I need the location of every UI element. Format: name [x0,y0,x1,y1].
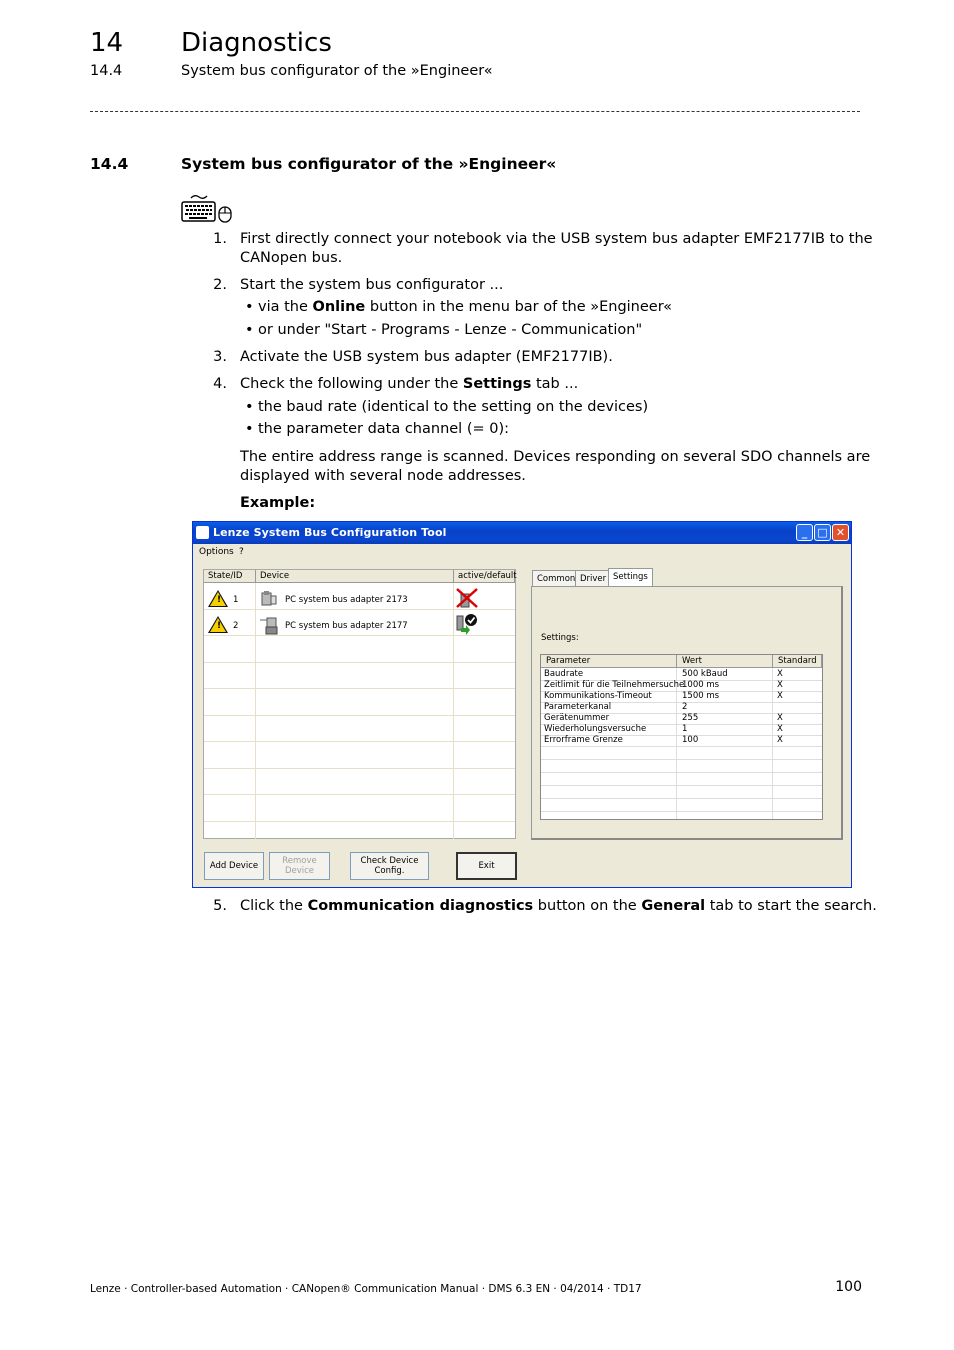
param-value: 1 [682,724,688,734]
param-name: Zeitlimit für die Teilnehmersuche [544,680,685,690]
close-button[interactable]: ✕ [832,524,849,541]
param-standard: X [777,713,783,723]
step-3-text: Activate the USB system bus adapter (EMF2177IB). [240,349,613,365]
subsection-number: 14.4 [90,63,123,79]
column-header-active[interactable]: active/default [454,570,515,583]
paragraph-line-1: The entire address range is scanned. Devices responding on several SDO channels are [240,449,871,465]
column-header-state[interactable]: State/ID [204,570,256,583]
column-header-parameter[interactable]: Parameter [541,655,677,668]
step-2-text: Start the system bus configurator ... [240,277,504,293]
maximize-button[interactable]: □ [814,524,831,541]
window-title: Lenze System Bus Configuration Tool [213,526,447,539]
param-standard: X [777,669,783,679]
param-name: Kommunikations-Timeout [544,691,652,701]
subsection-title: System bus configurator of the »Engineer« [181,63,493,79]
paragraph-line-2: displayed with several node addresses. [240,468,526,484]
column-header-standard[interactable]: Standard [773,655,822,668]
keyboard-mouse-icon [181,194,233,228]
step-1-number: 1. [213,231,227,247]
settings-label: Settings: [541,633,579,643]
param-standard: X [777,691,783,701]
step-4-number: 4. [213,376,227,392]
bullet-icon: • [245,322,254,338]
menu-help[interactable]: ? [239,547,244,557]
device-id: 1 [233,595,239,605]
bullet-icon: • [245,421,254,437]
param-value: 1000 ms [682,680,720,690]
param-name: Errorframe Grenze [544,735,623,745]
step-2-number: 2. [213,277,227,293]
step-4-bullet-2: the parameter data channel (= 0): [258,421,510,437]
bullet-icon: • [245,399,254,415]
check-device-config-button[interactable]: Check Device Config. [350,852,429,880]
device-name: PC system bus adapter 2173 [285,595,408,605]
param-value: 255 [682,713,699,723]
device-name: PC system bus adapter 2177 [285,621,408,631]
param-name: Baudrate [544,669,584,679]
warning-icon: ! [208,590,228,607]
parameter-table [540,654,823,820]
step-2-bullet-2: or under "Start - Programs - Lenze - Communication" [258,322,643,338]
step-5-number: 5. [213,898,227,914]
usb-adapter-icon [260,616,280,640]
bullet-icon: • [245,299,254,315]
device-list [203,569,516,839]
remove-device-button[interactable]: Remove Device [269,852,330,880]
window-titlebar [193,522,851,544]
footer-text: Lenze · Controller-based Automation · CANopen® Communication Manual · DMS 6.3 EN · 04/2014 · TD17 [90,1283,642,1295]
column-header-value[interactable]: Wert [677,655,773,668]
param-value: 2 [682,702,688,712]
param-standard: X [777,680,783,690]
param-value: 500 kBaud [682,669,728,679]
page-number: 100 [835,1279,862,1295]
tab-driver[interactable]: Driver [575,570,611,586]
param-standard: X [777,735,783,745]
warning-icon: ! [208,616,228,633]
param-name: Wiederholungsversuche [544,724,647,734]
param-name: Gerätenummer [544,713,610,723]
device-id: 2 [233,621,239,631]
inactive-icon [455,587,479,613]
step-4-text: Check the following under the Settings tab ... [240,376,579,392]
step-2-bullet-1: via the Online button in the menu bar of the »Engineer« [258,299,673,315]
menu-bar [193,544,851,560]
param-value: 100 [682,735,699,745]
param-value: 1500 ms [682,691,720,701]
header-divider [90,111,860,112]
add-device-button[interactable]: Add Device [204,852,264,880]
example-label: Example: [240,495,316,511]
param-name: Parameterkanal [544,702,612,712]
tab-common[interactable]: Common [532,570,580,586]
section-number: 14.4 [90,155,129,173]
active-check-icon [455,612,479,640]
menu-options[interactable]: Options [199,547,234,557]
exit-button[interactable]: Exit [456,852,517,880]
param-standard: X [777,724,783,734]
app-icon [196,526,209,539]
config-tool-window [192,521,852,888]
step-1-text: First directly connect your notebook via the USB system bus adapter EMF2177IB to the [240,231,873,247]
column-header-device[interactable]: Device [256,570,454,583]
chapter-number: 14 [90,28,124,58]
step-3-number: 3. [213,349,227,365]
step-4-bullet-1: the baud rate (identical to the setting on the devices) [258,399,649,415]
tab-settings[interactable]: Settings [608,568,653,587]
step-1-text-cont: CANopen bus. [240,250,343,266]
step-5-text: Click the Communication diagnostics button on the General tab to start the search. [240,898,877,914]
section-title: System bus configurator of the »Engineer« [181,155,557,173]
bus-adapter-icon [260,590,278,612]
chapter-title: Diagnostics [181,28,332,58]
minimize-button[interactable]: _ [796,524,813,541]
